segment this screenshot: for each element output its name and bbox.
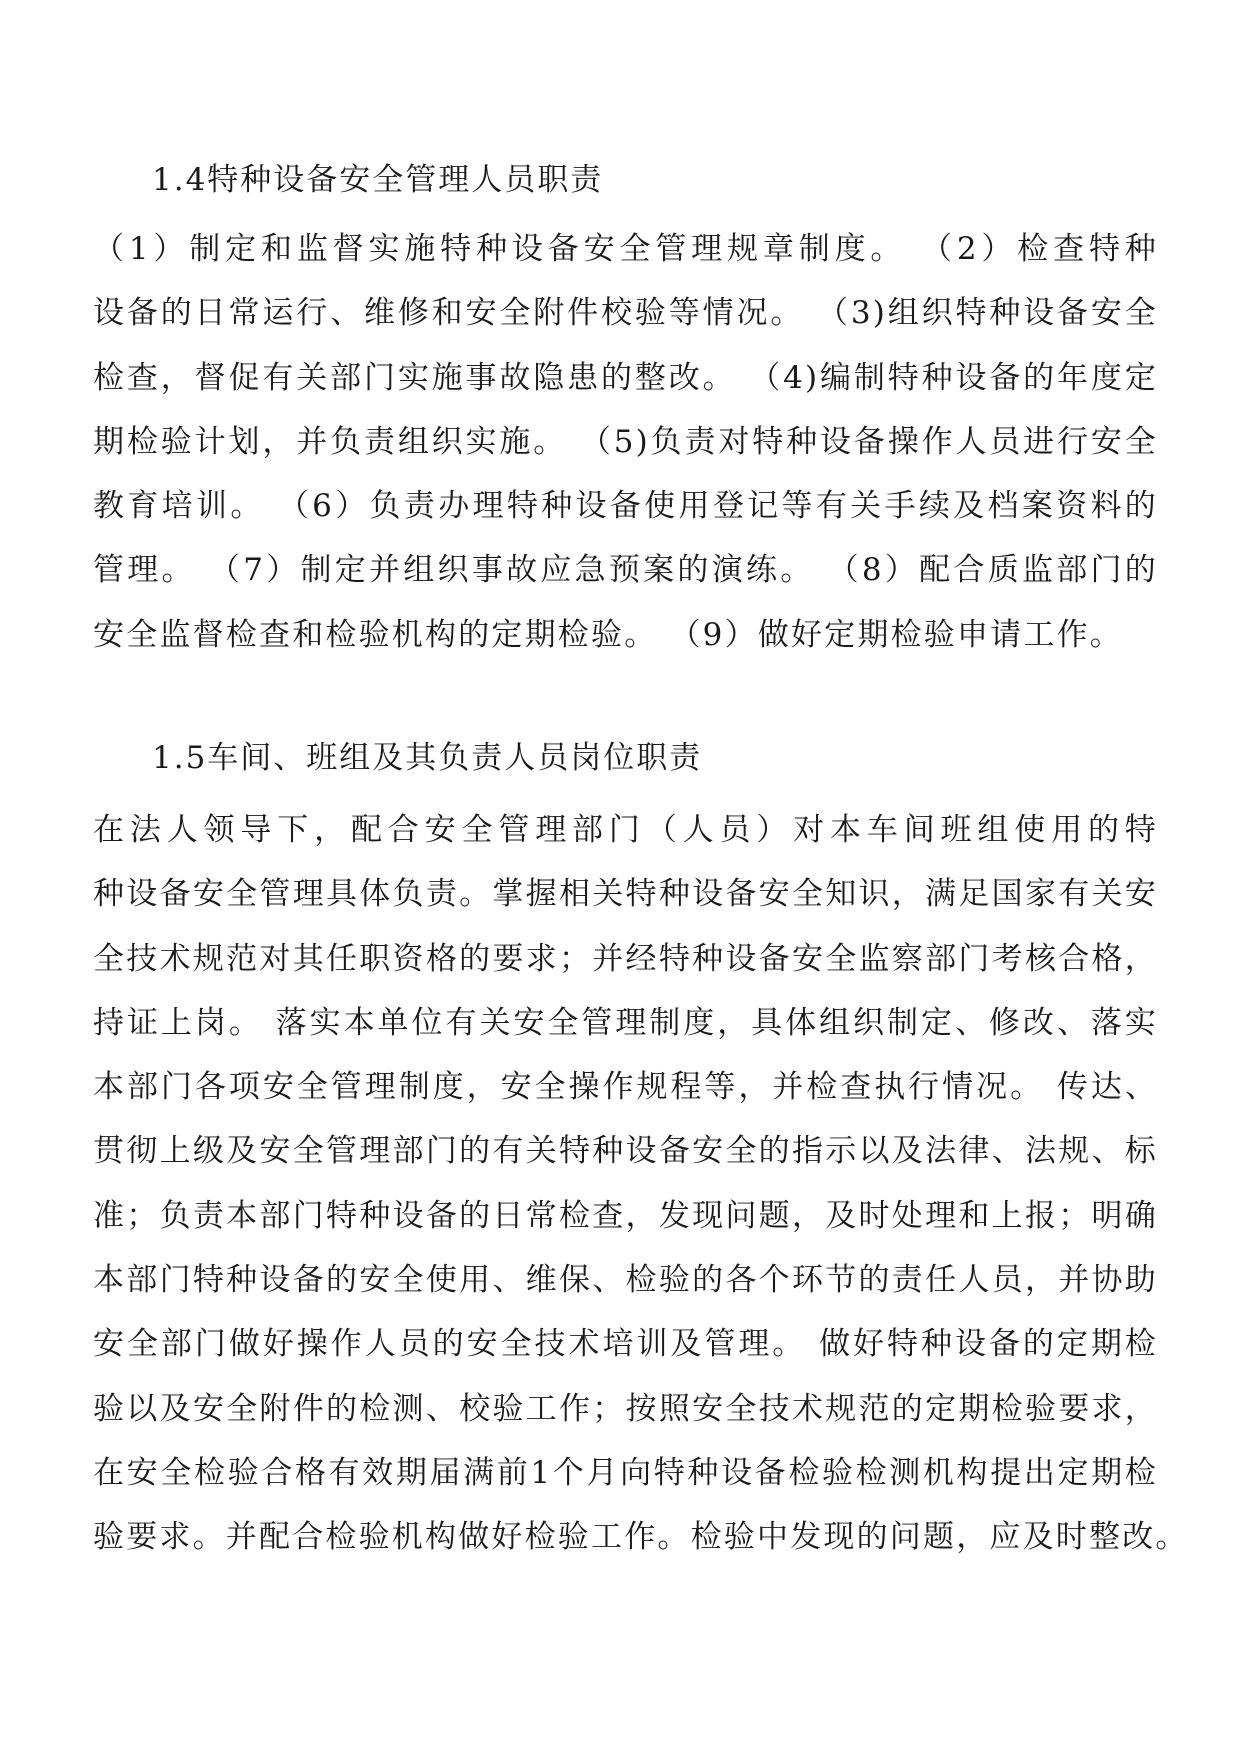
paragraph-line: 在安全检验合格有效期届满前1个月向特种设备检验检测机构提出定期检 (93, 1454, 1158, 1491)
paragraph-line: 验以及安全附件的检测、校验工作；按照安全技术规范的定期检验要求， (93, 1390, 1158, 1427)
paragraph-line: 贯彻上级及安全管理部门的有关特种设备安全的指示以及法律、法规、标 (93, 1133, 1158, 1170)
paragraph-line: 准；负责本部门特种设备的日常检查，发现问题，及时处理和上报；明确 (93, 1197, 1158, 1234)
paragraph-line: 本部门各项安全管理制度，安全操作规程等，并检查执行情况。 传达、 (93, 1069, 1158, 1106)
paragraph-line: 种设备安全管理具体负责。掌握相关特种设备安全知识，满足国家有关安 (93, 876, 1158, 913)
paragraph-line: 全技术规范对其任职资格的要求；并经特种设备安全监察部门考核合格， (93, 940, 1158, 977)
paragraph-line: 本部门特种设备的安全使用、维保、检验的各个环节的责任人员，并协助 (93, 1262, 1158, 1299)
paragraph-line: 安全监督检查和检验机构的定期检验。 （9）做好定期检验申请工作。 (93, 616, 1123, 653)
paragraph-line: 安全部门做好操作人员的安全技术培训及管理。 做好特种设备的定期检 (93, 1326, 1158, 1363)
section-heading-1-5: 1.5车间、班组及其负责人员岗位职责 (152, 740, 703, 776)
paragraph-line: 验要求。并配合检验机构做好检验工作。检验中发现的问题，应及时整改。 (93, 1519, 1189, 1556)
section-heading-1-4: 1.4特种设备安全管理人员职责 (152, 162, 604, 198)
paragraph-line: 在法人领导下，配合安全管理部门（人员）对本车间班组使用的特 (93, 812, 1158, 848)
section-body-1-4 (93, 217, 1158, 667)
paragraph-line: 检查，督促有关部门实施事故隐患的整改。 （4)编制特种设备的年度定 (93, 359, 1158, 396)
paragraph-line: 持证上岗。 落实本单位有关安全管理制度，具体组织制定、修改、落实 (93, 1004, 1158, 1041)
section-body-1-5 (93, 798, 1189, 1570)
paragraph-line: （1）制定和监督实施特种设备安全管理规章制度。 （2）检查特种 (93, 231, 1158, 267)
paragraph-line: 管理。 （7）制定并组织事故应急预案的演练。 （8）配合质监部门的 (93, 552, 1158, 589)
paragraph-line: 期检验计划，并负责组织实施。 （5)负责对特种设备操作人员进行安全 (93, 423, 1158, 460)
paragraph-line: 教育培训。 （6）负责办理特种设备使用登记等有关手续及档案资料的 (93, 488, 1158, 525)
paragraph-line: 设备的日常运行、维修和安全附件校验等情况。 （3)组织特种设备安全 (93, 295, 1158, 332)
